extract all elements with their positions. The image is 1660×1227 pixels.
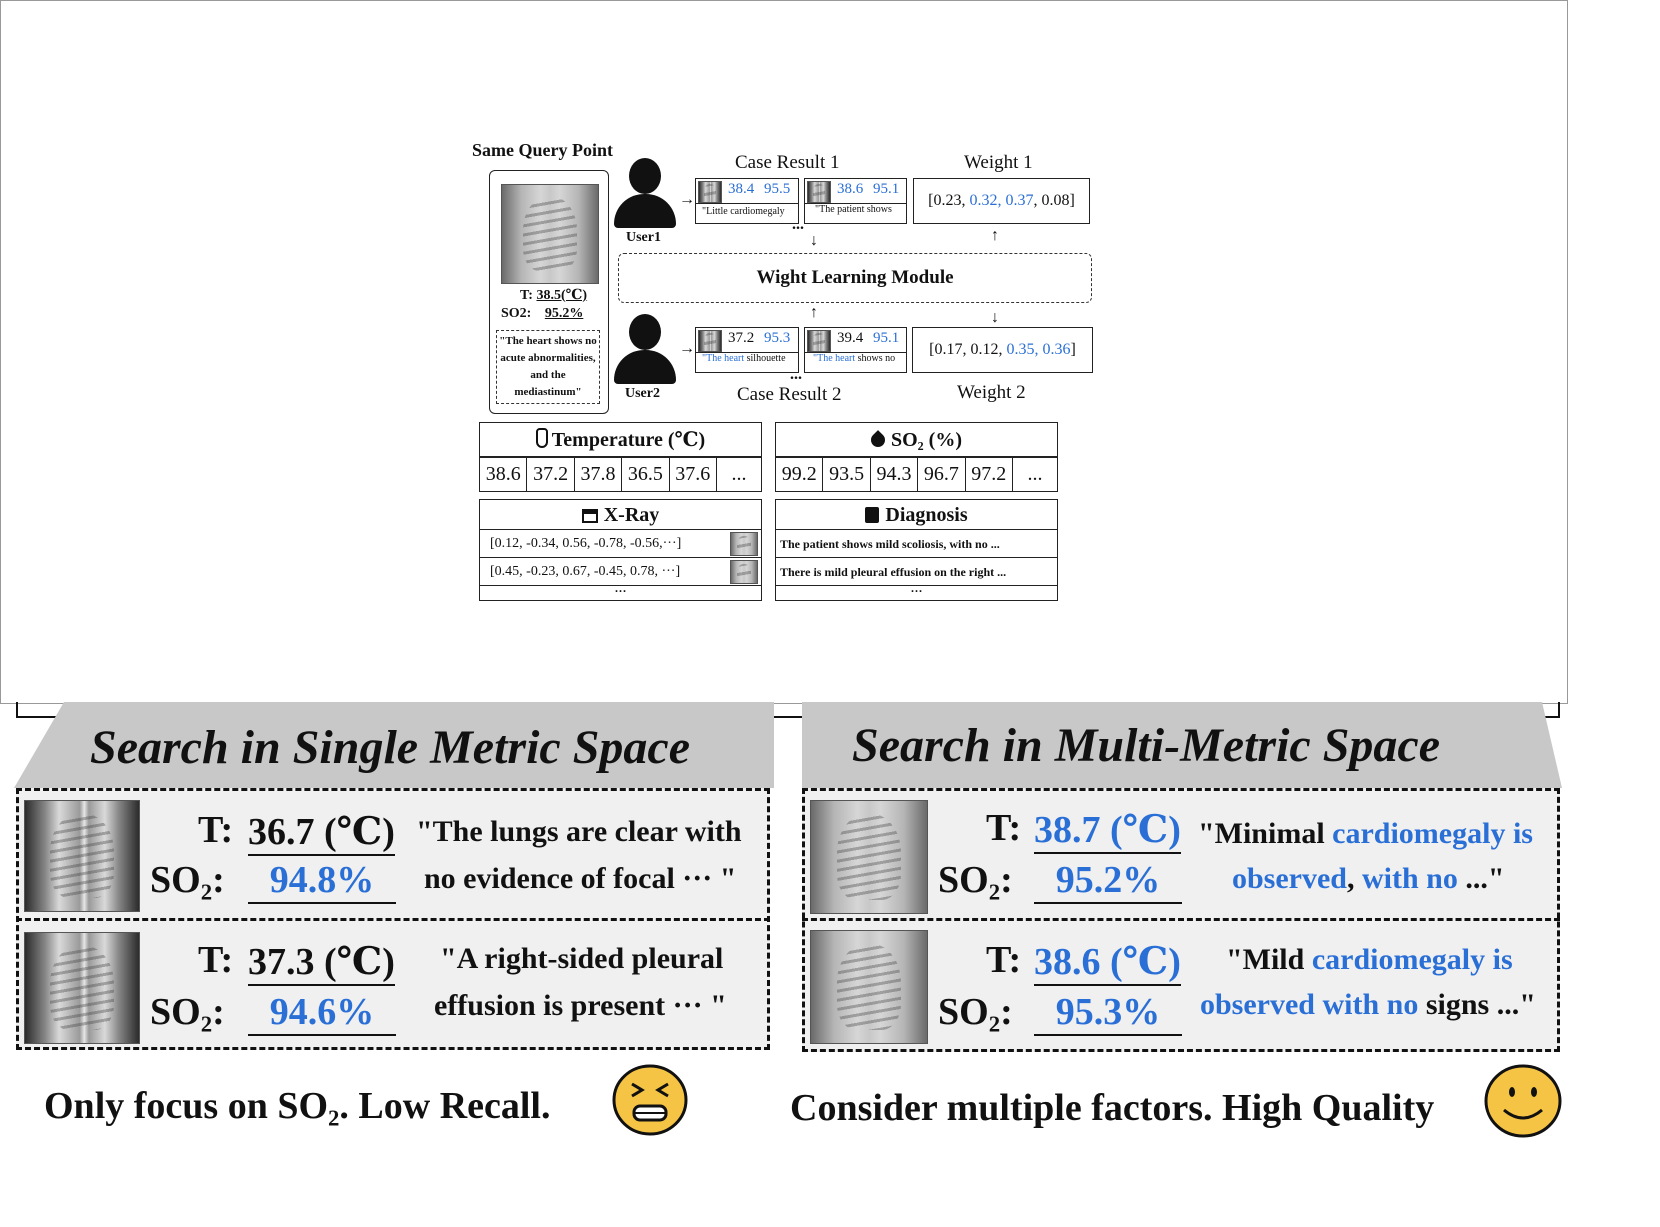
case1-card-1-text: "Little cardiomegaly (702, 206, 785, 217)
weight2-a: [0.17, 0.12, (929, 341, 1007, 358)
so2-cell: ... (1013, 457, 1058, 492)
left-result-1-so2-label: SO₂: (150, 859, 225, 901)
weight-learning-module (618, 253, 1092, 303)
xray-more-dots: ··· (614, 584, 627, 598)
query-t-label: T: (520, 288, 533, 303)
right-result-2-so2-label: SO₂: (938, 991, 1013, 1033)
case1-card-1-so2: 95.5 (764, 181, 791, 197)
temperature-cell: 36.5 (622, 457, 669, 492)
right-panel-title: Search in Multi-Metric Space (852, 719, 1441, 772)
temperature-cell: 37.6 (669, 457, 716, 492)
xray-row-2-text: [0.45, -0.23, 0.67, -0.45, 0.78, ···] (490, 564, 681, 579)
user2-label: User2 (625, 386, 660, 401)
right-result-2-so2-value: 95.3% (1034, 990, 1182, 1036)
case-result-2-title: Case Result 2 (737, 384, 842, 405)
temperature-header (479, 422, 762, 458)
so2-title: SO₂ (%) (891, 429, 962, 451)
so2-cell: 97.2 (965, 457, 1012, 492)
left-result-1-quote-2: no evidence of focal ··· " (424, 862, 737, 895)
right-result-2-quote-2: observed with no signs ..." (1200, 988, 1536, 1021)
right-result-1-so2-label: SO₂: (938, 859, 1013, 901)
case2-card-1-t: 37.2 (728, 330, 755, 346)
xray-row-1-text: [0.12, -0.34, 0.56, -0.78, -0.56,···] (490, 536, 682, 551)
xray-title: X-Ray (603, 504, 660, 526)
weight2-b: 0.35, 0.36 (1006, 341, 1071, 358)
query-xray-image (501, 184, 599, 284)
arrow-case2-module: ↑ (810, 304, 818, 321)
diagnosis-more-dots: ··· (910, 584, 923, 598)
arrow-module-weight1: ↑ (991, 227, 999, 244)
query-t-value: 38.5(℃) (536, 288, 588, 303)
case2-card-1 (695, 327, 799, 373)
diagnosis-row-1 (775, 529, 1058, 559)
case1-card-2-xray (807, 181, 831, 203)
diagnosis-more (775, 585, 1058, 601)
case2-card-1-text-black: silhouette (744, 353, 786, 364)
weight1-b: 0.32, 0.37 (969, 192, 1034, 209)
weight1-box (913, 178, 1090, 224)
left-result-1-t-value: 36.7 (℃) (248, 808, 395, 856)
diagnosis-row-1-text: The patient shows mild scoliosis, with no ... (780, 537, 1000, 551)
thermometer-icon (536, 428, 548, 448)
case1-card-1-divider (696, 203, 798, 204)
case1-card-2 (804, 178, 907, 224)
weight2-box (912, 327, 1093, 373)
right-result-1-so2-value: 95.2% (1034, 858, 1182, 904)
right-result-2-t-label: T: (986, 939, 1022, 981)
temperature-cell: 38.6 (480, 457, 527, 492)
case2-card-2-t: 39.4 (837, 330, 864, 346)
case2-card-2-so2: 95.1 (873, 330, 900, 346)
case1-card-2-so2: 95.1 (873, 181, 900, 197)
right-results-divider (802, 918, 1560, 921)
oxygen-drop-icon (868, 430, 888, 450)
xray-more (479, 585, 762, 601)
left-result-1-t-label: T: (198, 809, 234, 851)
xray-header (479, 499, 762, 531)
weight2-c: ] (1070, 341, 1076, 358)
case1-card-1 (695, 178, 799, 224)
left-panel-title: Search in Single Metric Space (90, 721, 691, 774)
case1-card-1-xray (698, 181, 722, 203)
temperature-cell: ... (717, 457, 762, 492)
temperature-values (479, 456, 762, 492)
left-results-divider (16, 918, 770, 921)
diagnosis-title: Diagnosis (885, 504, 968, 526)
so2-header (775, 422, 1058, 458)
temperature-cell: 37.8 (574, 457, 621, 492)
left-result-1-quote-1: "The lungs are clear with (416, 815, 742, 848)
query-so2-value: 95.2% (544, 306, 584, 321)
right-result-2-xray (810, 930, 928, 1044)
case1-card-1-t: 38.4 (728, 181, 755, 197)
left-result-2-xray (24, 932, 140, 1044)
xray-row-2 (479, 557, 762, 587)
right-result-2-quote-1: "Mild cardiomegaly is (1226, 943, 1513, 976)
case2-card-1-so2: 95.3 (764, 330, 791, 346)
weight-learning-module-label: Wight Learning Module (756, 267, 954, 288)
weight1-title: Weight 1 (964, 152, 1033, 173)
arrow-module-weight2: ↓ (991, 309, 999, 326)
query-report (496, 330, 600, 404)
user1-icon (612, 158, 678, 228)
right-result-2-t-value: 38.6 (℃) (1034, 938, 1181, 986)
left-result-2-quote-2: effusion is present ··· " (434, 989, 727, 1022)
case2-card-2 (804, 327, 907, 373)
diagnosis-row-2 (775, 557, 1058, 587)
right-result-1-xray (810, 800, 928, 914)
case2-card-1-text (702, 353, 786, 364)
case1-card-2-text: "The patient shows (815, 204, 892, 215)
weight1-a: [0.23, (928, 192, 970, 209)
left-result-2-so2-label: SO₂: (150, 991, 225, 1033)
weight1-c: , 0.08] (1033, 192, 1075, 209)
query-so2-label: SO2: (501, 306, 532, 321)
user2-icon (612, 314, 678, 384)
smiley-face-icon (1484, 1064, 1562, 1138)
document-icon (865, 507, 879, 523)
so2-cell: 94.3 (870, 457, 917, 492)
query-so2 (501, 306, 583, 322)
arrow-user1-case: → (679, 191, 695, 208)
right-result-1-t-value: 38.7 (℃) (1034, 806, 1181, 854)
case2-ellipsis: ... (790, 366, 802, 383)
right-caption: Consider multiple factors. High Quality (790, 1087, 1435, 1129)
left-result-2-quote-1: "A right-sided pleural (440, 942, 724, 975)
arrow-user2-case: → (679, 340, 695, 357)
frustrated-face-icon (612, 1064, 688, 1136)
so2-cell: 93.5 (823, 457, 870, 492)
weight2-title: Weight 2 (957, 382, 1026, 403)
left-result-1-xray (24, 800, 140, 912)
left-caption: Only focus on SO₂. Low Recall. (44, 1085, 551, 1127)
xray-row-1-thumb (730, 532, 758, 556)
so2-cell: 99.2 (776, 457, 823, 492)
xray-machine-icon (582, 509, 598, 523)
case-result-1-title: Case Result 1 (735, 152, 840, 173)
temperature-title: Temperature (℃) (551, 429, 706, 451)
right-result-1-t-label: T: (986, 807, 1022, 849)
xray-row-2-thumb (730, 560, 758, 584)
case2-card-1-xray (698, 330, 722, 352)
left-result-2-t-value: 37.3 (℃) (248, 938, 395, 986)
query-t (520, 287, 587, 304)
right-result-1-quote-2: observed, with no ..." (1232, 862, 1505, 895)
case2-card-2-text (813, 353, 895, 364)
left-result-2-t-label: T: (198, 939, 234, 981)
diagnosis-row-2-text: There is mild pleural effusion on the right ... (780, 565, 1007, 579)
left-result-1-so2-value: 94.8% (248, 858, 396, 904)
case2-card-1-text-blue: "The heart (702, 353, 745, 364)
case2-card-2-text-black: shows no (855, 353, 896, 364)
user1-label: User1 (626, 230, 661, 245)
case1-ellipsis: ... (792, 216, 804, 233)
query-report-text: "The heart shows no acute abnormalities, and the mediastinum" (499, 335, 597, 398)
xray-row-1 (479, 529, 762, 559)
case2-card-2-xray (807, 330, 831, 352)
temperature-cell: 37.2 (527, 457, 574, 492)
case2-card-2-text-blue: "The heart (813, 353, 856, 364)
right-result-1-quote-1: "Minimal cardiomegaly is (1198, 817, 1533, 850)
case1-card-2-t: 38.6 (837, 181, 864, 197)
so2-values (775, 456, 1058, 492)
query-title: Same Query Point (472, 140, 613, 160)
diagnosis-header (775, 499, 1058, 531)
so2-cell: 96.7 (918, 457, 965, 492)
left-result-2-so2-value: 94.6% (248, 990, 396, 1036)
arrow-case1-module: ↓ (810, 232, 818, 249)
